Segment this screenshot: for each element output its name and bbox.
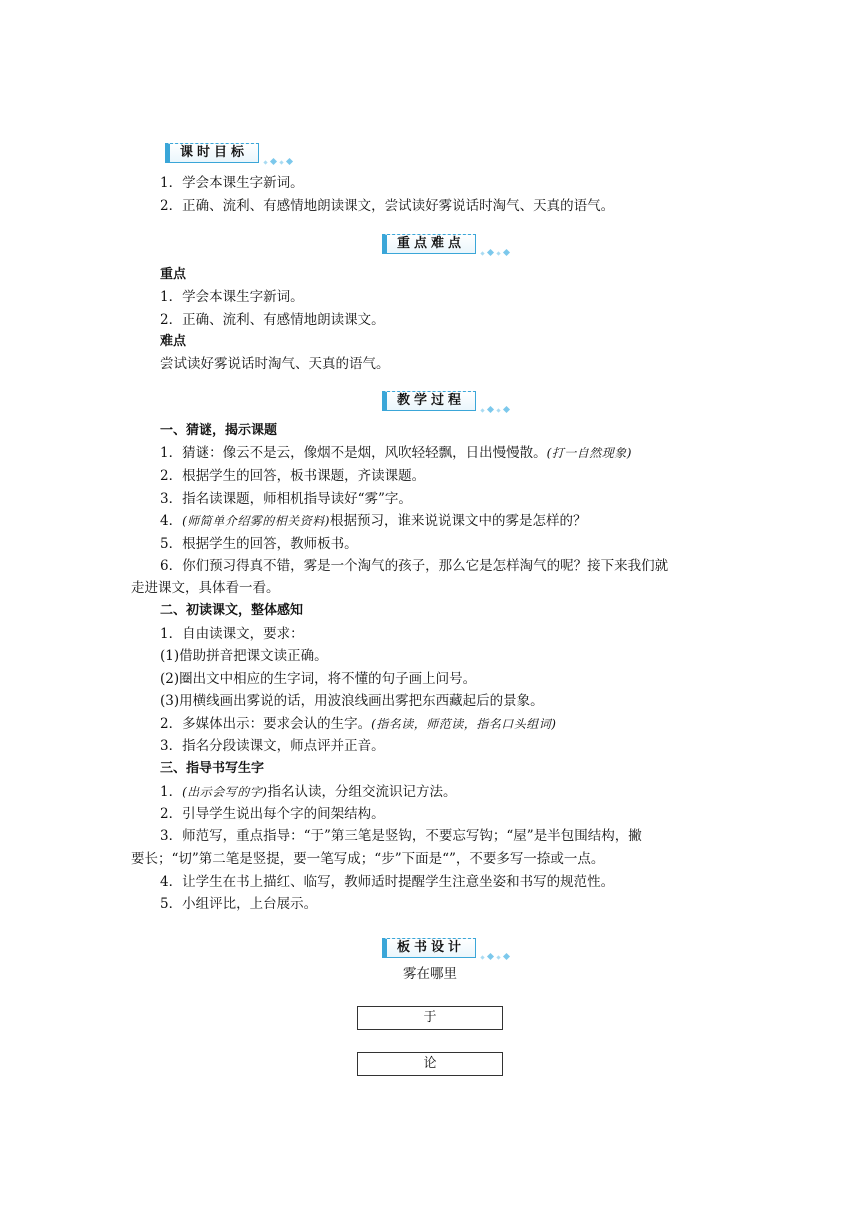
section-title-goals: 课时目标 <box>165 143 259 163</box>
item-number: 1． <box>160 784 183 800</box>
item-note: (出示会写的字) <box>182 785 268 799</box>
board-title: 雾在哪里 <box>403 966 457 982</box>
section-title-board: 板书设计 <box>382 938 476 958</box>
part-title: 一、猜谜，揭示课题 <box>160 423 278 438</box>
section-badge-board <box>382 937 511 959</box>
item-text: 根据预习，谁来说说课文中的雾是怎样的？ <box>329 513 587 529</box>
diamond-decoration-icon <box>479 390 511 412</box>
process-item: 3．指名读课题，师相机指导读好“雾”字。 <box>160 491 412 507</box>
goal-item: 2．正确、流利、有感情地朗读课文，尝试读好雾说话时淘气、天真的语气。 <box>160 198 615 214</box>
process-item-continued: 要长；“切”第二笔是竖提，要一笔写成；“步”下面是“”，不要多写一捺或一点。 <box>131 851 605 867</box>
item-text: 1．猜谜：像云不是云，像烟不是烟，风吹轻轻飘，日出慢慢散。 <box>160 445 547 461</box>
key-label: 重点 <box>160 267 187 282</box>
part-title: 二、初读课文，整体感知 <box>160 603 304 618</box>
process-item <box>160 714 556 734</box>
process-item: 4．让学生在书上描红、临写，教师适时提醒学生注意坐姿和书写的规范性。 <box>160 874 615 890</box>
item-note: (打一自然现象) <box>546 446 632 460</box>
item-note: (师简单介绍雾的相关资料) <box>182 514 330 528</box>
part-title: 三、指导书写生字 <box>160 761 265 776</box>
item-number: 4． <box>160 513 183 529</box>
item-note: (指名读，师范读，指名口头组词) <box>371 717 557 731</box>
item-text: 2．多媒体出示：要求会认的生字。 <box>160 716 372 732</box>
process-item <box>160 782 456 802</box>
process-item: 2．根据学生的回答，板书课题，齐读课题。 <box>160 468 426 484</box>
section-title-process: 教学过程 <box>382 391 476 411</box>
process-item: 6．你们预习得真不错，雾是一个淘气的孩子，那么它是怎样淘气的呢？接下来我们就 <box>160 558 669 574</box>
process-item <box>160 511 586 531</box>
section-badge-process <box>382 390 511 412</box>
process-item: 3．指名分段读课文，师点评并正音。 <box>160 738 385 754</box>
difficult-text: 尝试读好雾说话时淘气、天真的语气。 <box>160 356 390 372</box>
diamond-decoration-icon <box>262 142 294 164</box>
goal-item: 1．学会本课生字新词。 <box>160 175 304 191</box>
diamond-decoration-icon <box>479 937 511 959</box>
item-text: 指名认读，分组交流识记方法。 <box>267 784 457 800</box>
key-item: 2．正确、流利、有感情地朗读课文。 <box>160 312 385 328</box>
process-subitem: (1)借助拼音把课文读正确。 <box>160 648 328 664</box>
process-item: 5．根据学生的回答，教师板书。 <box>160 536 358 552</box>
section-badge-goals <box>165 142 294 164</box>
board-box: 论 <box>357 1052 503 1076</box>
process-item <box>160 443 632 463</box>
section-badge-keypoints <box>382 233 511 255</box>
board-box: 于 <box>357 1006 503 1030</box>
key-item: 1．学会本课生字新词。 <box>160 289 304 305</box>
process-subitem: (3)用横线画出雾说的话，用波浪线画出雾把东西藏起后的景象。 <box>160 693 544 709</box>
process-item-continued: 走进课文，具体看一看。 <box>131 580 280 596</box>
process-item: 1．自由读课文，要求： <box>160 626 304 642</box>
process-item: 2．引导学生说出每个字的间架结构。 <box>160 806 385 822</box>
process-subitem: (2)圈出文中相应的生字词，将不懂的句子画上问号。 <box>160 671 477 687</box>
difficult-label: 难点 <box>160 334 187 349</box>
diamond-decoration-icon <box>479 233 511 255</box>
process-item: 5．小组评比，上台展示。 <box>160 896 318 912</box>
section-title-keypoints: 重点难点 <box>382 234 476 254</box>
process-item: 3．师范写，重点指导：“于”第三笔是竖钩，不要忘写钩；“屋”是半包围结构，撇 <box>160 828 642 844</box>
